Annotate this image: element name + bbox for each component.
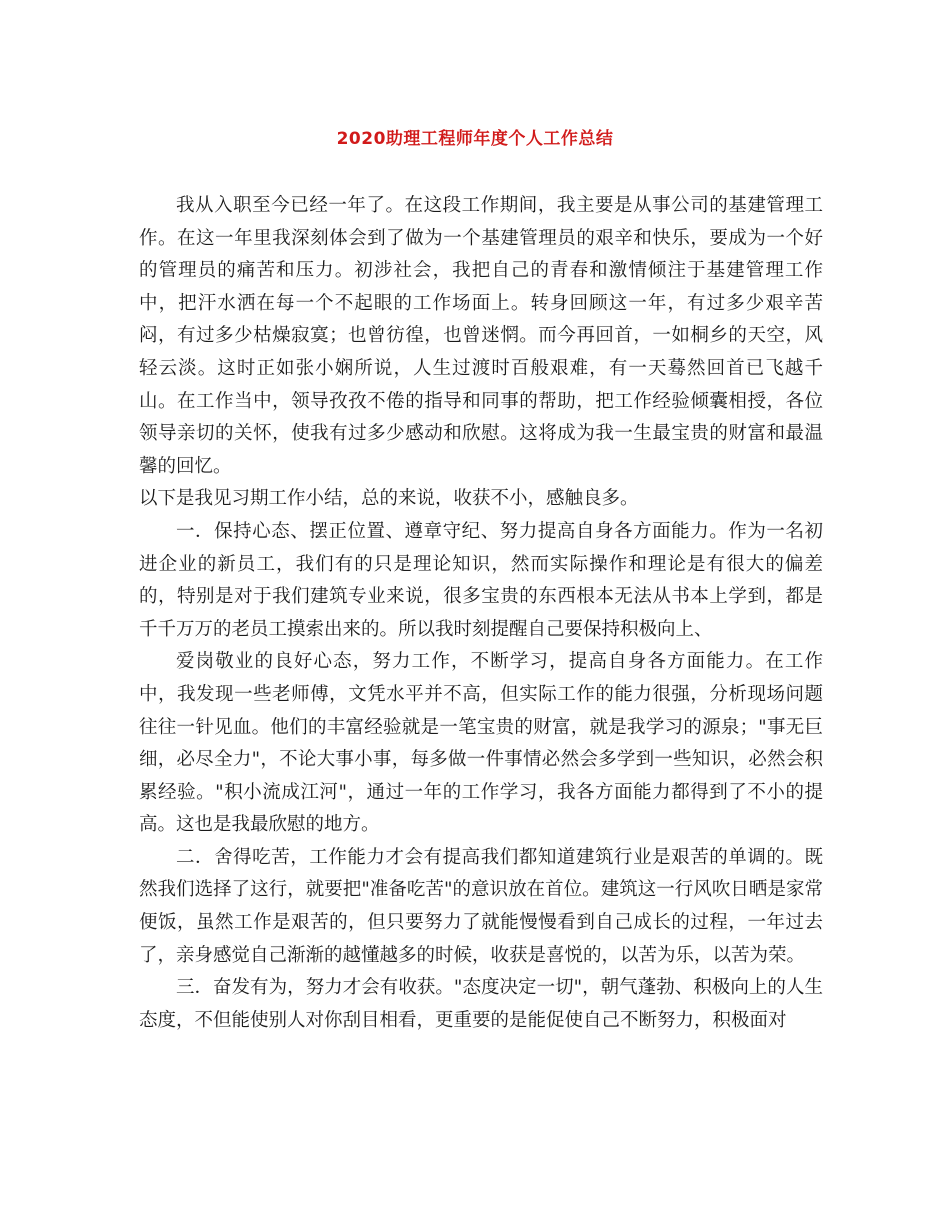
- document-title: 2020助理工程师年度个人工作总结: [336, 129, 614, 149]
- paragraph-intro: 我从入职至今已经一年了。在这段工作期间，我主要是从事公司的基建管理工作。在这一年里我深刻体会到了做为一个基建管理员的艰辛和快乐，要成为一个好的管理员的痛苦和压力。初涉社会，我把自己的青春和激情倾注于基建管理工作中，把汗水洒在每一个不起眼的工作场面上。转身回顾这一年，有过多少艰辛苦闷，有过多少枯燥寂寞；也曾彷徨，也曾迷惘。而今再回首，一如桐乡的天空，风轻云淡。这时正如张小娴所说，人生过渡时百般艰难，有一天蓦然回首已飞越千山。在工作当中，领导孜孜不倦的指导和同事的帮助，把工作经验倾囊相授，各位领导亲切的关怀，使我有过多少感动和欣慰。这将成为我一生最宝贵的财富和最温馨的回忆。: [139, 195, 823, 477]
- paragraph-section-two: 二．舍得吃苦，工作能力才会有提高我们都知道建筑行业是艰苦的单调的。既然我们选择了这行，就要把"准备吃苦"的意识放在首位。建筑这一行风吹日晒是家常便饭，虽然工作是艰苦的，但只要努力了就能慢慢看到自己成长的过程，一年过去了，亲身感觉自己渐渐的越懂越多的时候，收获是喜悦的，以苦为乐，以苦为荣。: [139, 846, 823, 966]
- paragraph-section-one: 一．保持心态、摆正位置、遵章守纪、努力提高自身各方面能力。作为一名初进企业的新员工，我们有的只是理论知识，然而实际操作和理论是有很大的偏差的，特别是对于我们建筑专业来说，很多宝贵的东西根本无法从书本上学到，都是千千万万的老员工摸索出来的。所以我时刻提醒自己要保持积极向上、: [139, 520, 823, 640]
- document-body: [139, 190, 823, 1037]
- paragraph-section-three: 三．奋发有为，努力才会有收获。"态度决定一切"，朝气蓬勃、积极向上的人生态度，不但能使别人对你刮目相看，更重要的是能促使自己不断努力，积极面对: [139, 977, 823, 1031]
- paragraph-summary: 以下是我见习期工作小结，总的来说，收获不小，感触良多。: [139, 488, 639, 510]
- paragraph-section-one-continued: 爱岗敬业的良好心态，努力工作，不断学习，提高自身各方面能力。在工作中，我发现一些老师傅，文凭水平并不高，但实际工作的能力很强，分析现场问题往往一针见血。他们的丰富经验就是一笔宝贵的财富，就是我学习的源泉；"事无巨细，必尽全力"，不论大事小事，每多做一件事情必然会多学到一些知识，必然会积累经验。"积小流成江河"，通过一年的工作学习，我各方面能力都得到了不小的提高。这也是我最欣慰的地方。: [139, 651, 823, 836]
